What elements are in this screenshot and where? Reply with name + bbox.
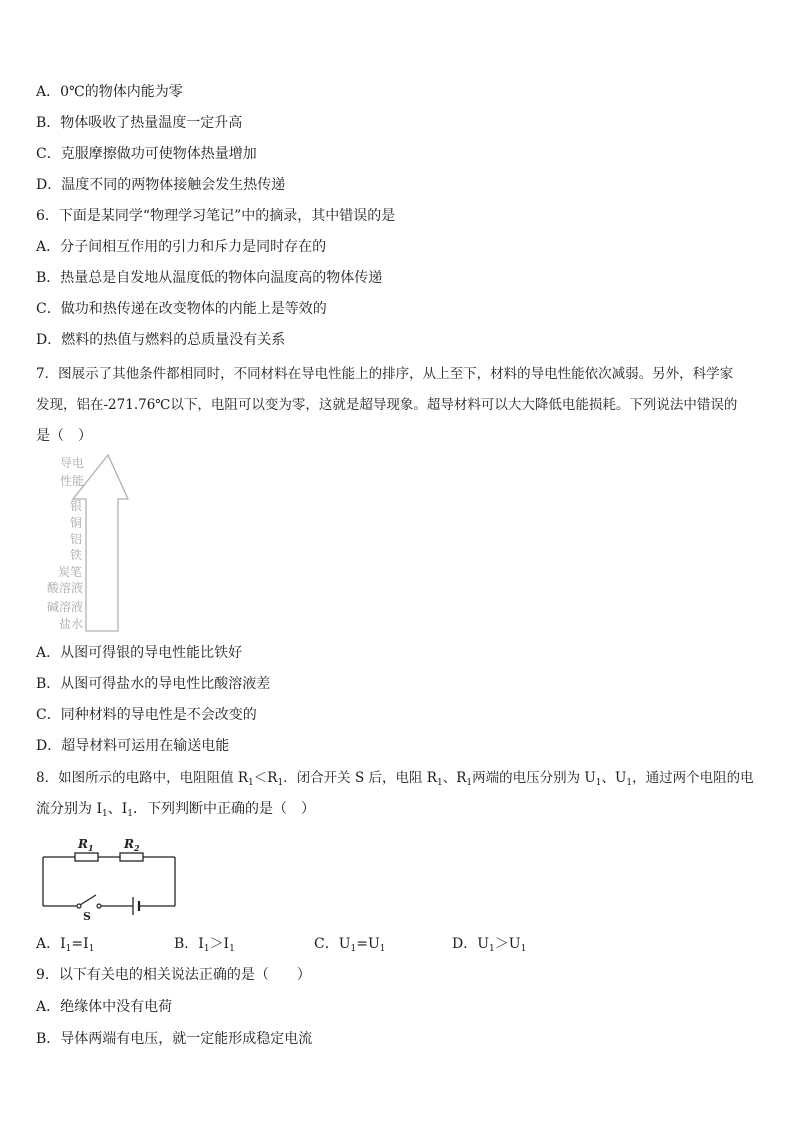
- resistor-r1: [75, 853, 98, 861]
- q8-option-a: A．$I_1=I_1$: [36, 936, 95, 954]
- q9-stem: 9．以下有关电的相关说法正确的是（ ）: [36, 967, 311, 983]
- r1-label: $R_1$: [78, 837, 94, 853]
- resistor-r2: [120, 853, 143, 861]
- material-iron: 铁: [69, 548, 82, 562]
- q6-option-b: B．热量总是自发地从温度低的物体向温度高的物体传递: [36, 270, 383, 286]
- material-carbon-pencil: 炭笔: [57, 565, 82, 579]
- q9-option-a: A．绝缘体中没有电荷: [36, 999, 173, 1015]
- q6-option-d: D．燃料的热值与燃料的总质量没有关系: [36, 332, 286, 348]
- material-silver: 银: [69, 499, 82, 513]
- q9-option-b: B．导体两端有电压，就一定能形成稳定电流: [36, 1031, 313, 1047]
- r2-label: $R_2$: [124, 837, 140, 853]
- q6-option-c: C．做功和热传递在改变物体的内能上是等效的: [36, 301, 327, 317]
- q8-stem-line-1: 8．如图所示的电路中，电阻阻值 $R_1<R_1$．闭合开关 S 后，电阻 $R_1$、$R_1$两端的电压分别为 $U_1$、$U_1$，通过两个电阻的电: [36, 770, 754, 788]
- q5-option-c: C．克服摩擦做功可使物体热量增加: [36, 146, 257, 162]
- q7-option-d: D．超导材料可运用在输送电能: [36, 738, 230, 754]
- q6-stem: 6．下面是某同学“物理学习笔记”中的摘录，其中错误的是: [36, 208, 396, 224]
- material-salt-water: 盐水: [58, 617, 83, 631]
- material-alkali-solution: 碱溶液: [46, 600, 83, 614]
- q7-option-c: C．同种材料的导电性是不会改变的: [36, 707, 257, 723]
- q7-stem-line-1: 7．图展示了其他条件都相同时，不同材料在导电性能上的排序，从上至下，材料的导电性能依次减弱。另外，科学家: [36, 366, 734, 382]
- q5-option-b: B．物体吸收了热量温度一定升高: [36, 115, 243, 131]
- q8-options-row: [36, 934, 596, 954]
- q8-option-b: B．$I_1>I_1$: [174, 936, 235, 954]
- q7-stem-line-2: 发现，铝在-271.76℃以下，电阻可以变为零，这就是超导现象。超导材料可以大大降低电能损耗。下列说法中错误的: [36, 397, 738, 413]
- q8-stem-line-2: 流分别为 $I_1$、$I_1$．下列判断中正确的是（ ）: [36, 801, 315, 819]
- q8-option-c: C．$U_1=U_1$: [314, 936, 386, 954]
- switch-contact-right: [97, 904, 101, 908]
- material-acid-solution: 酸溶液: [46, 581, 83, 595]
- q7-option-a: A．从图可得银的导电性能比铁好: [36, 645, 243, 661]
- switch-label: S: [83, 910, 91, 923]
- q5-option-d: D．温度不同的两物体接触会发生热传递: [36, 177, 286, 193]
- material-aluminum: 铝: [69, 532, 82, 546]
- switch-contact-left: [77, 904, 81, 908]
- switch-lever: [80, 895, 96, 905]
- q5-option-a: A．0℃的物体内能为零: [36, 84, 183, 100]
- q6-option-a: A．分子间相互作用的引力和斥力是同时存在的: [36, 239, 327, 255]
- q8-option-d: D．$U_1>U_1$: [452, 936, 527, 954]
- q7-stem-line-3: 是（ ）: [36, 428, 92, 444]
- circuit-diagram: [38, 832, 183, 923]
- axis-label-line-2: 性能: [59, 474, 84, 488]
- conductivity-figure: [46, 452, 142, 634]
- q7-option-b: B．从图可得盐水的导电性比酸溶液差: [36, 676, 271, 692]
- axis-label-line-1: 导电: [59, 456, 84, 470]
- material-copper: 铜: [69, 516, 82, 530]
